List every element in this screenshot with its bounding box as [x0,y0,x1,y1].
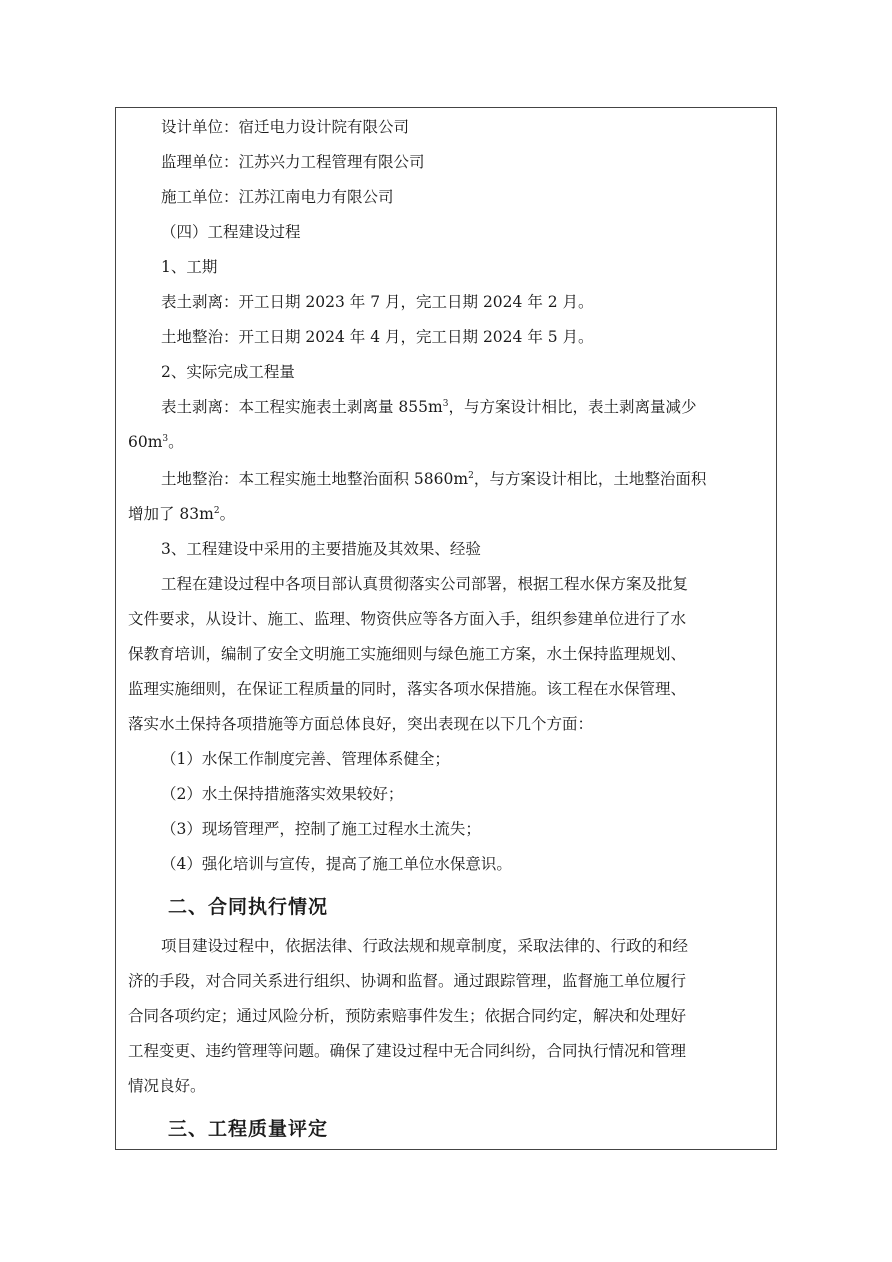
land-quantity-cont [116,503,776,525]
land-period: 土地整治：开工日期 2024 年 4 月，完工日期 2024 年 5 月。 [161,328,594,346]
point-3: （3）现场管理严，控制了施工过程水土流失； [161,820,481,838]
topsoil-quantity [116,396,776,418]
topsoil-quantity-text-2: ，与方案设计相比，表土剥离量减少 [448,398,697,416]
land-increase-end: 。 [219,505,236,523]
topsoil-quantity-cont [116,431,776,453]
superscript-2b: 2 [213,506,220,516]
point-2: （2）水土保持措施落实效果较好； [161,785,404,803]
superscript-3: 3 [442,399,449,409]
supervision-unit: 监理单位：江苏兴力工程管理有限公司 [161,153,425,171]
item-3-title: 3、工程建设中采用的主要措施及其效果、经验 [161,540,481,558]
point-4: （4）强化培训与宣传，提高了施工单位水保意识。 [161,855,512,873]
quality-heading: 三、工程质量评定 [168,1118,329,1140]
contract-para-line-3: 合同各项约定；通过风险分析，预防索赔事件发生；依据合同约定，解决和处理好 [128,1007,687,1025]
measures-para-line-2: 文件要求，从设计、施工、监理、物资供应等各方面入手，组织参建单位进行了水 [128,610,687,628]
section-4-title: （四）工程建设过程 [161,223,301,241]
contract-para-line-5: 情况良好。 [128,1077,206,1095]
measures-para-line-3: 保教育培训，编制了安全文明施工实施细则与绿色施工方案，水土保持监理规划、 [128,645,687,663]
topsoil-period: 表土剥离：开工日期 2023 年 7 月，完工日期 2024 年 2 月。 [161,293,594,311]
point-1: （1）水保工作制度完善、管理体系健全； [161,750,450,768]
construction-unit: 施工单位：江苏江南电力有限公司 [161,188,394,206]
topsoil-reduction-end: 。 [168,433,184,451]
land-quantity-text: 土地整治：本工程实施土地整治面积 5860m [161,470,469,488]
land-quantity [116,468,776,490]
item-2-title: 2、实际完成工程量 [161,363,295,381]
contract-para-line-4: 工程变更、违约管理等问题。确保了建设过程中无合同纠纷，合同执行情况和管理 [128,1042,687,1060]
superscript-2: 2 [468,471,474,481]
document-frame [115,107,777,1150]
measures-para-line-1: 工程在建设过程中各项目部认真贯彻落实公司部署，根据工程水保方案及批复 [161,575,689,593]
item-1-title: 1、工期 [161,258,218,276]
superscript-3b: 3 [162,434,169,444]
contract-heading: 二、合同执行情况 [168,896,329,918]
contract-para-line-1: 项目建设过程中，依据法律、行政法规和规章制度，采取法律的、行政的和经 [161,937,689,955]
topsoil-quantity-text: 表土剥离：本工程实施表土剥离量 855m [161,398,443,416]
land-increase: 增加了 83m [128,505,214,523]
measures-para-line-4: 监理实施细则，在保证工程质量的同时，落实各项水保措施。该工程在水保管理、 [128,680,687,698]
contract-para-line-2: 济的手段，对合同关系进行组织、协调和监督。通过跟踪管理，监督施工单位履行 [128,972,687,990]
topsoil-reduction: 60m [128,433,163,451]
design-unit: 设计单位：宿迁电力设计院有限公司 [161,118,410,136]
land-quantity-text-2: ，与方案设计相比，土地整治面积 [473,470,707,488]
measures-para-line-5: 落实水土保持各项措施等方面总体良好，突出表现在以下几个方面： [128,715,594,733]
